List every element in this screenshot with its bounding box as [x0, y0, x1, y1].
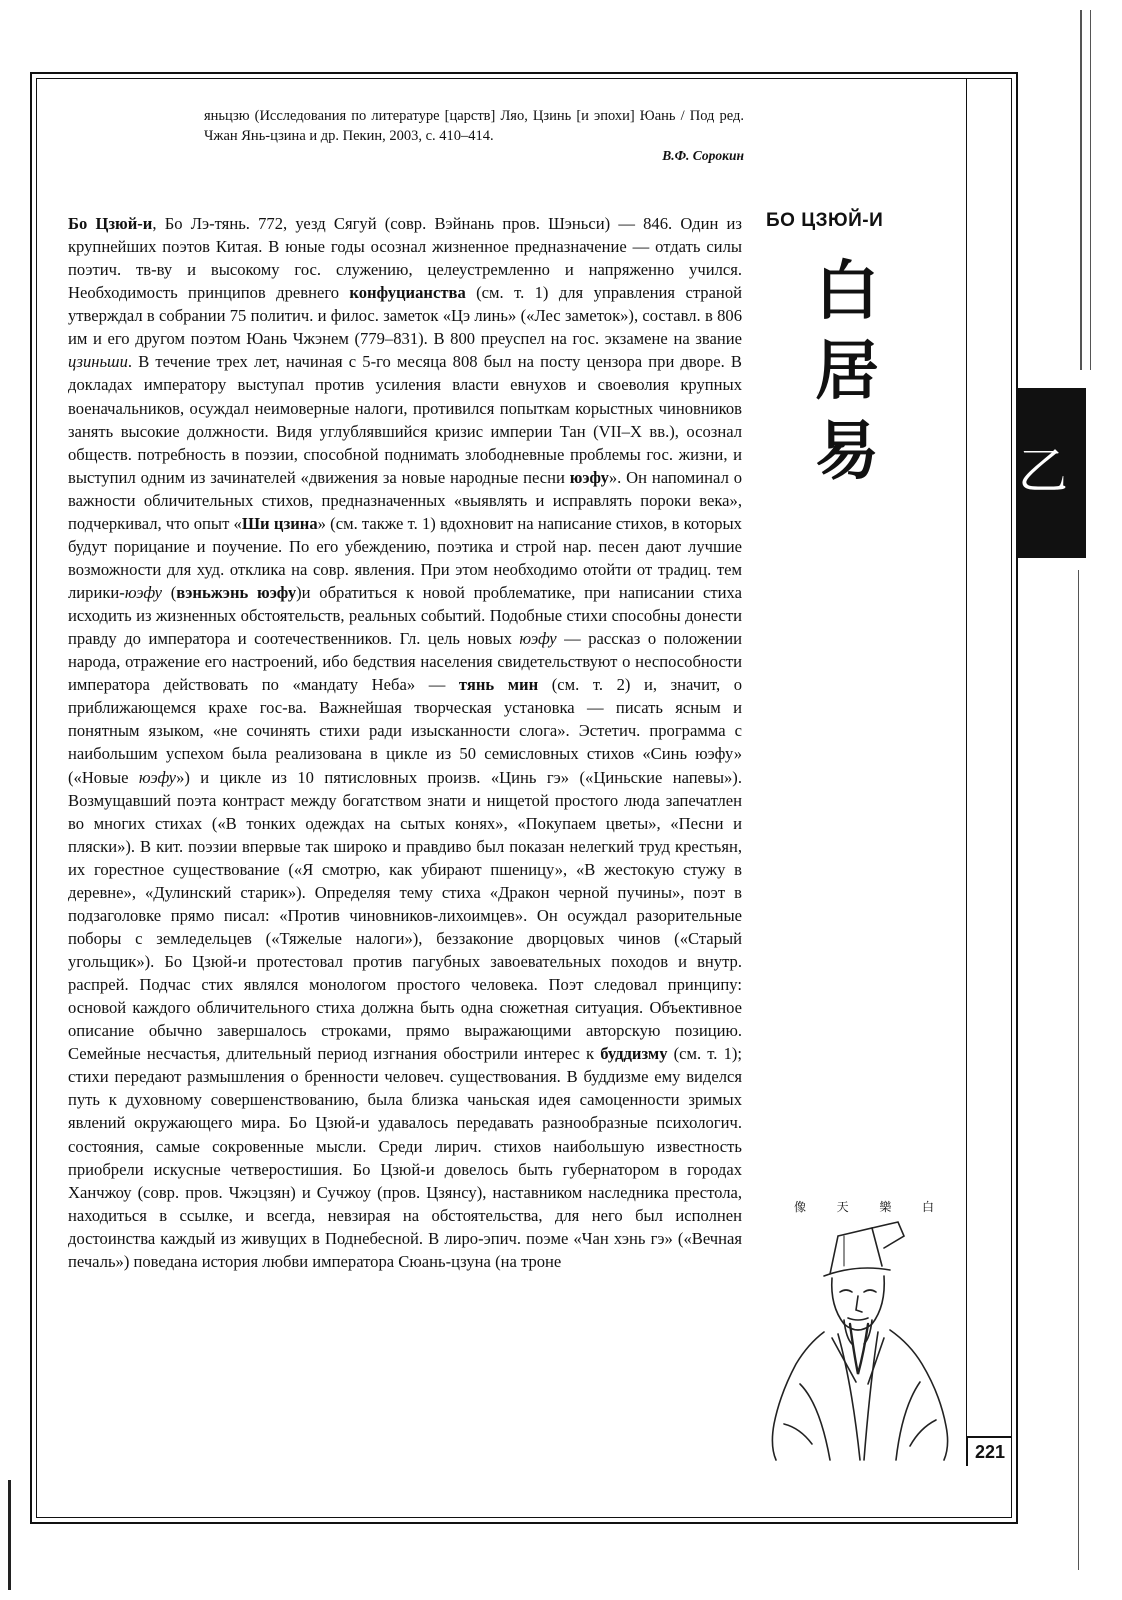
cross-reference: юэфу: [569, 467, 609, 487]
portrait-illustration: [760, 1214, 960, 1462]
caption-char: 白: [921, 1200, 934, 1214]
chinese-char: 易: [815, 414, 879, 489]
cross-reference: вэньжэнь юэфу: [176, 583, 297, 602]
italic-term: юэфу: [124, 583, 162, 602]
caption-char: 天: [836, 1200, 849, 1214]
scan-edge-line: [1078, 570, 1079, 1570]
scan-edge-line: [8, 1480, 11, 1590]
chinese-name: [812, 252, 882, 492]
text-run: ». Он напоминал о важности обличительных стихов, предназначенных «выявлять и исправлять пороки века», подчеркивал, что опыт «: [68, 467, 742, 533]
article-paragraph: [68, 212, 742, 1273]
entry-heading: БО ЦЗЮЙ-И: [766, 210, 884, 231]
section-tab-glyph: 乙: [1018, 442, 1068, 500]
text-run: . В течение трех лет, начиная с 5-го месяца 808 был на посту цензора при дворе. В докладах императору выступал против усиления власти евнухов и своеволия крупных военачальников, осуждал неимоверные налоги, противился попыткам корыстных чиновников занять высокие должности. Видя углублявшийся кризис империи Тан (VII–X вв.), осознал обществ. потребность в поэзии, способной поднимать злободневные проблемы гос. жизни, и выступил одним из зачинателей «движения за новые народные песни: [68, 352, 742, 487]
cross-reference: буддизму: [600, 1044, 668, 1064]
caption-char: 像: [794, 1200, 807, 1214]
caption-char: 樂: [879, 1200, 892, 1214]
text-run: )и обратиться к новой проблематике, при написании стиха исходить из жизненных обстоятельств, реальных событий. Подобные стихи способны донести правду до императора и соотечественников. Гл. цель новых: [68, 583, 742, 649]
reference-author: В.Ф. Сорокин: [662, 148, 744, 163]
scan-edge-line: [1090, 10, 1091, 370]
cross-reference: Ши цзина: [241, 513, 318, 533]
page-number: 221: [966, 1436, 1012, 1466]
text-run: » (см. также т. 1) вдохновит на написание стихов, в которых будут порицание и поучение. По его убеждению, поэтика и строй нар. песен дают лучшие возможности для худ. отклика на совр. явления. При этом необходимо отойти от традиц. тем лирики-: [68, 513, 742, 602]
text-run: , Бо Лэ-тянь. 772, уезд Сягуй (совр. Вэйнань пров. Шэньси) — 846. Один из крупнейших поэтов Китая. В юные годы осознал жизненное предназначение — отдать силы поэтич. тв-ву и высокому гос. служению, целеустремленно и напряженно учился. Необходимость принципов древнего: [68, 214, 742, 303]
text-run: (см. т. 1); стихи передают размышления о бренности человеч. существования. В буддизме ему виделся путь к духовному совершенствованию, была близка чаньская идея самоценности зримых явлений окружающего мира. Бо Цзюй-и удавалось передавать разнообразные психологич. состояния, самые сокровенные мысли. Среди лирич. стихов наибольшую известность приобрели искусные четверостишия. Бо Цзюй-и довелось быть губернатором в городах Ханчжоу (совр. пров. Чжэцзян) и Сучжоу (пров. Цзянсу), наставником наследника престола, находиться в ссылке, и всегда, невзирая на обстоятельства, для него был исполнен достоинства каждый из живущих в Поднебесной. В лиро-эпич. поэме «Чан хэнь гэ» («Вечная печаль») поведана история любви императора Сюань-цзуна (на троне: [68, 1044, 743, 1271]
italic-term: цзиньши: [68, 352, 128, 372]
portrait-caption: [794, 1198, 934, 1215]
chinese-char: 居: [815, 334, 879, 409]
margin-rule: [966, 78, 967, 1438]
text-run: (см. т. 1) для управления страной утверждал в собрании 75 политич. и филос. заметок «Цэ линь» («Лес заметок»), составл. в 806 им и его другом поэтом Юань Чжэнем (779–831). В 800 преуспел на гос. экзамене на звание: [68, 283, 742, 349]
text-run: ») и цикле из 10 пятисловных произв. «Цинь гэ» («Циньские напевы»). Возмущавший поэта контраст между богатством знати и нищетой простого люда запечатлен во многих стихах («В тонких одеждах на сытых конях», «Покупаем цветы», «Песни и пляски»). В кит. поэзии впервые так широко и правдиво был показан нелегкий труд крестьян, их горестное существование («Я смотрю, как убирают пшеницу», «В жестокую стужу в деревне», «Дулинский старик»). Определяя тему стиха «Дракон черной пучины», поэт в подзаголовке прямо писал: «Против чиновников-лихоимцев». Он осуждал разорительные поборы с земледельцев («Тяжелые налоги»), беззаконие дворцовых чинов («Старый угольщик»). Бо Цзюй-и протестовал против пагубных завоевательных походов и внутр. распрей. Подчас стих являлся монологом простого человека. Поэт следовал принципу: основой каждого обличительного стиха должна быть одна сюжетная ситуация. Объективное описание обычно завершалось строками, прямо выражающими авторскую позицию. Семейные несчастья, длительный период изгнания обострили интерес к: [68, 767, 742, 1064]
bibliography-reference: [204, 106, 744, 166]
italic-term: юэфу: [519, 629, 557, 649]
entry-term: Бо Цзюй-и: [68, 214, 153, 233]
text-run: (: [162, 583, 177, 602]
reference-text: яньцзю (Исследования по литературе [царств] Ляо, Цзинь [и эпохи] Юань / Под ред. Чжан Янь-цзина и др. Пекин, 2003, с. 410–414.: [204, 108, 744, 144]
scan-edge-line: [1080, 10, 1082, 370]
text-run: — рассказ о положении народа, отражение его настроений, ибо бедствия населения свидетельствуют о неспособности императора действовать по «мандату Неба» —: [68, 629, 742, 695]
cross-reference: конфуцианства: [349, 283, 466, 303]
article-body: [68, 212, 742, 1273]
text-run: (см. т. 2) и, значит, о приближающемся крахе гос-ва. Важнейшая творческая установка — писать ясным и понятным языком, «не сочинять стихи ради изысканности слога». Эстетич. программа с наибольшим успехом была реализована в цикле из 50 семисловных стихов «Синь юэфу» («Новые: [68, 675, 743, 787]
chinese-char: 白: [815, 254, 879, 329]
italic-term: юэфу: [138, 767, 177, 787]
cross-reference: тянь мин: [458, 675, 539, 695]
